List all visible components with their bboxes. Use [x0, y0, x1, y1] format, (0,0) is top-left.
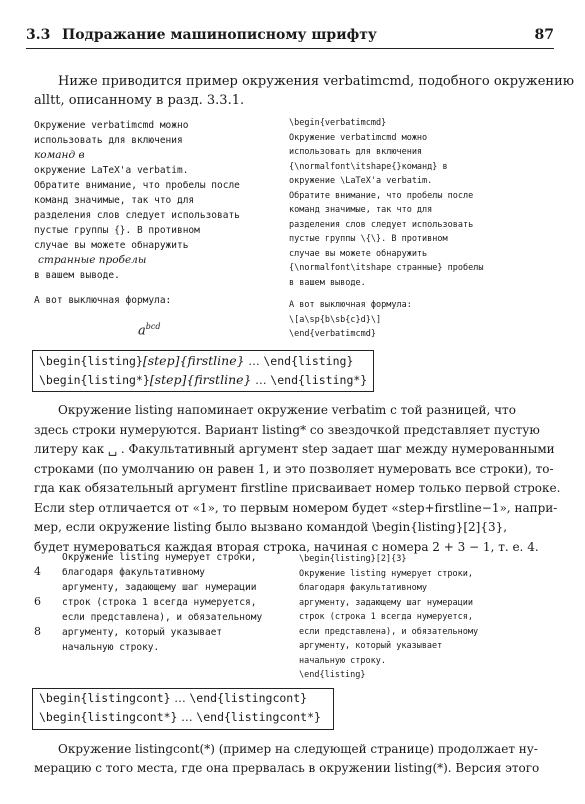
example2-source-line: аргументу, который указывает	[299, 641, 443, 651]
syntax-begin: \begin{listing}	[39, 354, 143, 368]
example2-source-line: если представлена), и обязательному	[299, 626, 479, 637]
body-line: строками (по умолчанию он равен 1, и это позволяет нумеровать все строки), то-	[34, 461, 554, 476]
example1-source-line: в вашем выводе.	[289, 277, 366, 288]
syntax-dots: …	[251, 373, 271, 387]
body-line: Если step отличается от «1», то первым номером будет «step+firstline−1», напри-	[34, 500, 558, 515]
body-line: будет нумероваться каждая вторая строка, начиная с номера 2 + 3 − 1, т. е. 4.	[34, 539, 539, 554]
body-line: здесь строки нумеруются. Вариант listing* со звездочкой представляет пустую	[34, 422, 540, 437]
closing-line-2: мерацию с того места, где она прервалась в окружении listing(*). Версия этого	[34, 761, 540, 775]
header-rule	[26, 48, 554, 49]
syntax-line-listingcont-star	[33, 708, 333, 727]
section-number: 3.3	[26, 27, 51, 43]
syntax-arg-firstline: {firstline}	[179, 353, 245, 368]
syntax-arg-step: [step]	[142, 353, 180, 368]
example2-source-line: \begin{listing}[2]{3}	[299, 554, 407, 564]
example1-source-line: использовать для включения	[289, 147, 423, 157]
body-line: Окружение listing напоминает окружение verbatim с той разницей, что	[58, 403, 516, 417]
line-number: 6	[34, 595, 41, 608]
section-title: Подражание машинописному шрифту	[62, 27, 377, 43]
line-number: 8	[34, 625, 41, 638]
example1-source-line: разделения слов следует использовать	[289, 219, 474, 230]
syntax-begin: \begin{listingcont}	[39, 691, 171, 705]
body-paragraph	[34, 401, 560, 557]
example1-output-line: Окружение verbatimcmd можно	[34, 120, 189, 131]
closing-line-1: Окружение listingcont(*) (пример на следующей странице) продолжает ну-	[58, 742, 538, 756]
body-line: мер, если окружение listing было вызвано командой \begin{listing}[2]{3},	[34, 520, 508, 534]
example1-source-line: случае вы можете обнаружить	[289, 248, 428, 259]
formula-base: a	[138, 323, 146, 339]
example1-output-line: окружение LaTeX'а verbatim.	[34, 165, 189, 176]
display-formula	[138, 322, 161, 338]
syntax-end: \end{listingcont*}	[196, 710, 321, 724]
example2-source-line: благодаря факультативному	[299, 583, 427, 593]
intro-line-1: Ниже приводится пример окружения verbatimcmd, подобного окружению	[58, 74, 575, 89]
syntax-box-listing	[32, 350, 374, 392]
example2-output-line: аргументу, задающему шаг нумерации	[62, 582, 257, 593]
syntax-line-listing	[33, 351, 373, 370]
syntax-dots: …	[170, 691, 190, 705]
syntax-arg-step: [step]	[149, 372, 187, 387]
syntax-dots: …	[177, 710, 197, 724]
example2-output-line: Окружение listing нумерует строки,	[62, 552, 257, 563]
example1-source-line: команд значимые, так что для	[289, 205, 433, 215]
example2-source-line: начальную строку.	[299, 655, 386, 666]
line-number: 4	[34, 565, 41, 578]
example1-source-line: окружение \LaTeX'а verbatim.	[289, 176, 433, 186]
example2-source	[299, 552, 478, 683]
body-line: литеру как ␣ . Факультативный аргумент step задает шаг между нумерованными	[34, 442, 555, 456]
example2-output	[62, 550, 262, 655]
syntax-line-listing-star	[33, 370, 373, 389]
page-number: 87	[534, 27, 554, 43]
example1-source-line: \[a\sp{b\sb{c}d}\]	[289, 314, 382, 325]
syntax-box-listingcont	[32, 688, 334, 730]
example1-source-line: {\normalfont\itshape странные} пробелы	[289, 263, 484, 273]
syntax-begin: \begin{listing*}	[39, 373, 150, 387]
example2-output-line: начальную строку.	[62, 642, 160, 653]
example1-output	[34, 118, 240, 283]
example1-source	[289, 116, 483, 342]
example2-output-line: благодаря факультативному	[62, 567, 205, 578]
syntax-end: \end{listingcont}	[189, 691, 308, 705]
syntax-end: \end{listing*}	[270, 373, 368, 387]
example1-source-line: Обратите внимание, что пробелы после	[289, 190, 474, 201]
example1-output-line: случае вы можете обнаружить	[34, 240, 189, 251]
example1-source-line: {\normalfont\itshape{}команд} в	[289, 161, 448, 172]
formula-label: А вот выключная формула:	[34, 295, 172, 306]
syntax-dots: …	[244, 354, 264, 368]
example2-source-line: \end{listing}	[299, 670, 366, 680]
example1-output-line: в вашем выводе.	[34, 270, 120, 281]
formula-superscript: bcd	[145, 322, 161, 331]
example2-source-line: Окружение listing нумерует строки,	[299, 568, 473, 579]
syntax-begin: \begin{listingcont*}	[39, 710, 178, 724]
intro-line-2: alltt, описанному в разд. 3.3.1.	[34, 93, 245, 108]
example2-output-line: аргументу, который указывает	[62, 627, 223, 638]
example2-output-line: строк (строка 1 всегда нумеруется,	[62, 597, 257, 608]
example1-source-spacer	[289, 290, 483, 298]
syntax-line-listingcont	[33, 689, 333, 708]
example1-output-line: использовать для включения	[34, 135, 183, 146]
example1-source-line: А вот выключная формула:	[289, 300, 412, 310]
example1-source-line: пустые группы \{\}. В противном	[289, 234, 448, 244]
syntax-arg-firstline: {firstline}	[186, 372, 252, 387]
example1-output-line: пустые группы {}. В противном	[34, 225, 200, 236]
example2-source-line: строк (строка 1 всегда нумеруется,	[299, 612, 473, 622]
example1-source-line: \end{verbatimcmd}	[289, 329, 376, 339]
example1-source-line: \begin{verbatimcmd}	[289, 118, 387, 128]
example2-output-line: если представлена), и обязательному	[62, 612, 263, 623]
example1-output-line: странные пробелы	[38, 254, 147, 266]
example1-source-line: Окружение verbatimcmd можно	[289, 132, 428, 143]
example1-output-line: команд в	[34, 149, 85, 161]
example2-source-line: аргументу, задающему шаг нумерации	[299, 597, 473, 608]
body-line: гда как обязательный аргумент firstline присваивает номер только первой строке.	[34, 481, 561, 495]
syntax-end: \end{listing}	[263, 354, 354, 368]
example1-output-line: команд значимые, так что для	[34, 195, 195, 206]
example1-output-line: разделения слов следует использовать	[34, 210, 240, 221]
running-head	[26, 27, 554, 47]
example1-output-line: Обратите внимание, что пробелы после	[34, 180, 240, 191]
